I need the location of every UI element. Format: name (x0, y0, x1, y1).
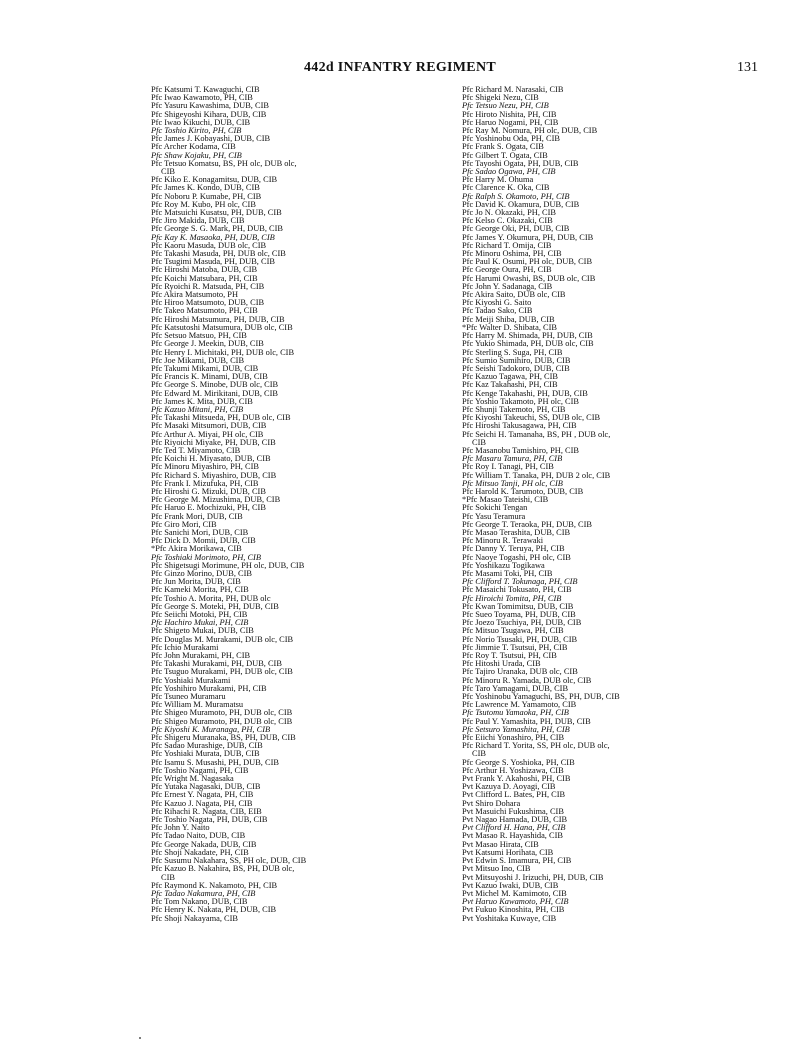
roster-entry-text: Pfc Eiichi Yonashiro, PH, CIB (462, 733, 565, 743)
roster-entry-text: Pfc Seishi Tadokoro, DUB, CIB (462, 363, 570, 373)
roster-entry-text: Pfc Mitsuo Tanji, PH olc, CIB (462, 478, 563, 488)
roster-entry-text: Pfc Masami Toki, PH, CIB (462, 568, 553, 578)
roster-entry-text: Pvt Edwin S. Imamura, PH, CIB (462, 856, 572, 866)
roster-entry-text: Pfc Kelso C. Okazaki, CIB (462, 216, 553, 226)
roster-entry-text: Pfc Rihachi R. Nagata, CIB, EIB (151, 806, 262, 816)
roster-entry-text: Pfc Toshiaki Morimoto, PH, CIB (151, 552, 261, 562)
roster-entry-text: Pfc David K. Okamura, DUB, CIB (462, 199, 580, 209)
roster-entry (151, 865, 461, 873)
roster-entry-text: Pfc Sadao Ogawa, PH, CIB (462, 167, 556, 177)
roster-entry-text: Pfc George T. Teraoka, PH, DUB, CIB (462, 519, 592, 529)
roster-entry-text: Pfc Koichi Matsubara, PH, CIB (151, 273, 258, 283)
roster-entry-text: Pfc Sokichi Tengan (462, 503, 528, 513)
roster-entry-text: Pfc Akira Saito, DUB olc, CIB (462, 290, 566, 300)
roster-entry-text: Pfc Koichi H. Miyasato, DUB, CIB (151, 454, 271, 464)
roster-entry-text: Pfc Harumi Owashi, BS, DUB olc, CIB (462, 273, 596, 283)
roster-entry-text: Pfc Yukio Shimada, PH, DUB olc, CIB (462, 339, 594, 349)
roster-entry-text: Pfc Yoshihiro Murakami, PH, CIB (151, 683, 267, 693)
roster-entry-text: Pfc Riyoichi Miyake, PH, DUB, CIB (151, 437, 276, 447)
roster-entry-text: Pvt Shiro Dohara (462, 798, 521, 808)
roster-entry-text: CIB (161, 872, 175, 882)
roster-entry (151, 160, 461, 168)
roster-entry-text: Pfc Minoru Miyashiro, PH, CIB (151, 462, 259, 472)
roster-entry-text: Pfc John Y. Sadanaga, CIB (462, 281, 553, 291)
roster-entry-text: Pfc Masaru Tamura, PH, CIB (462, 454, 563, 464)
roster-entry-text: Pfc Takeo Matsumoto, PH, CIB (151, 306, 258, 316)
roster-entry-text: Pfc Tom Nakano, DUB, CIB (151, 897, 248, 907)
roster-entry-text: Pfc George J. Meekin, DUB, CIB (151, 339, 264, 349)
roster-entry-text: Pfc Danny Y. Teruya, PH, CIB (462, 544, 565, 554)
roster-entry-text: Pfc Arthur H. Yoshizawa, CIB (462, 765, 564, 775)
roster-entry-text: Pfc Hachiro Mukai, PH, CIB (151, 618, 249, 628)
roster-entry-text: Pvt Michel M. Kamimoto, CIB (462, 888, 567, 898)
roster-entry-text: Pvt Masao R. Hayashida, CIB (462, 831, 563, 841)
roster-entry-text: Pfc Hitoshi Urada, CIB (462, 659, 541, 669)
roster-entry-text: Pfc Shaw Kojaku, PH, CIB (151, 150, 242, 160)
roster-entry-text: Pvt Kazuo Iwaki, DUB, CIB (462, 880, 559, 890)
roster-entry-text: Pfc Shigeyoshi Kihara, DUB, CIB (151, 109, 267, 119)
roster-entry-text: Pfc Ernest Y. Nagata, PH, CIB (151, 790, 254, 800)
roster-entry-text: Pfc Taro Yamagami, DUB, CIB (462, 683, 569, 693)
roster-entry-text: Pfc Joezo Tsuchiya, PH, DUB, CIB (462, 618, 582, 628)
roster-entry-text: Pfc Raymond K. Nakamoto, PH, CIB (151, 880, 278, 890)
roster-entry-text: *Pfc Akira Morikawa, CIB (151, 544, 242, 554)
roster-entry-text: *Pfc Walter D. Shibata, CIB (462, 322, 558, 332)
roster-entry-text: Pfc Richard T. Omija, CIB (462, 240, 552, 250)
roster-entry-text: Pfc William T. Tanaka, PH, DUB 2 olc, CIB (462, 470, 611, 480)
roster-entry-text: Pfc Mitsuo Tsugawa, PH, CIB (462, 626, 564, 636)
roster-entry-text: Pfc Francis K. Minami, DUB, CIB (151, 372, 268, 382)
roster-entry-text: Pvt Mitsuyoshi J. Irizuchi, PH, DUB, CIB (462, 872, 604, 882)
roster-entry-text: Pfc Toshio Kirito, PH, CIB (151, 126, 242, 136)
roster-entry-text: Pfc Tetsuo Komatsu, BS, PH olc, DUB olc, (151, 158, 297, 168)
roster-entry-text: Pfc Sanichi Mori, DUB, CIB (151, 527, 249, 537)
roster-entry-text: Pfc John Murakami, PH, CIB (151, 651, 251, 661)
roster-entry-text: Pfc Gilbert T. Ogata, CIB (462, 150, 548, 160)
roster-entry-text: Pfc Sterling S. Suga, PH, CIB (462, 347, 563, 357)
roster-entry-text: Pfc Jo N. Okazaki, PH, CIB (462, 208, 556, 218)
roster-entry-text: Pfc Richard M. Narasaki, CIB (462, 85, 564, 94)
roster-entry-text: Pfc Jiro Makida, DUB, CIB (151, 216, 245, 226)
roster-entry-text: Pfc Shigeru Muranaka, BS, PH, DUB, CIB (151, 733, 296, 743)
roster-entry-text: Pfc Tadao Naito, DUB, CIB (151, 831, 246, 841)
roster-entry-text: Pvt Yoshitaka Kuwaye, CIB (462, 913, 557, 923)
roster-entry-text: Pfc Kaz Takahashi, PH, CIB (462, 380, 558, 390)
roster-entry-text: Pfc Shigeki Nezu, CIB (462, 93, 539, 103)
roster-entry-text: Pfc Tsugimi Masuda, PH, DUB, CIB (151, 257, 275, 267)
roster-entry-text: Pfc Minoru R. Yamada, DUB olc, CIB (462, 675, 592, 685)
roster-entry-text: Pfc George Nakada, DUB, CIB (151, 839, 257, 849)
roster-entry-text: Pfc Shunji Takemoto, PH, CIB (462, 404, 566, 414)
roster-entry-text: Pfc Giro Mori, CIB (151, 519, 217, 529)
roster-entry-text: Pvt Masuichi Fukushima, CIB (462, 806, 564, 816)
roster-entry-text: Pfc Harry M. Ohuma (462, 175, 534, 185)
roster-entry-text: Pfc Shoji Nakayama, CIB (151, 913, 238, 923)
roster-entry-text: Pfc Clifford T. Tokunaga, PH, CIB (462, 577, 578, 587)
roster-entry-text: Pfc Kazuo J. Nagata, PH, CIB (151, 798, 253, 808)
roster-entry-text: Pfc Kaoru Masuda, DUB olc, CIB (151, 240, 267, 250)
page-number: 131 (737, 60, 758, 75)
roster-entry-text: Pfc Katsutoshi Matsumura, DUB olc, CIB (151, 322, 293, 332)
roster-entry-text: Pfc Yasu Teramura (462, 511, 526, 521)
roster-entry-text: Pfc Richard T. Yorita, SS, PH olc, DUB olc, (462, 741, 610, 751)
roster-entry-text: Pfc Ray M. Nomura, PH olc, DUB, CIB (462, 126, 598, 136)
roster-entry-text: Pfc Shigeto Mukai, DUB, CIB (151, 626, 254, 636)
roster-entry (462, 431, 772, 439)
roster-entry-text: Pfc Harry M. Shimada, PH, DUB, CIB (462, 331, 593, 341)
print-speck (139, 1037, 141, 1039)
roster-entry-text: Pfc Yoshio Takamoto, PH olc, CIB (462, 396, 579, 406)
roster-entry-text: Pfc Iwao Kawamoto, PH, CIB (151, 93, 253, 103)
roster-entry-text: Pfc Iwao Kikuchi, DUB, CIB (151, 117, 251, 127)
roster-entry-text: Pfc Naoye Togashi, PH olc, CIB (462, 552, 571, 562)
roster-entry-text: Pfc Shoji Nakadate, PH, CIB (151, 847, 249, 857)
roster-entry-text: Pfc Paul Y. Yamashita, PH, DUB, CIB (462, 716, 591, 726)
roster-entry-text: *Pfc Masao Tateishi, CIB (462, 495, 549, 505)
roster-entry (151, 915, 461, 923)
roster-entry-text: Pfc Hiroshi G. Mizuki, DUB, CIB (151, 486, 266, 496)
roster-entry-text: Pfc Masaichi Tokusato, PH, CIB (462, 585, 572, 595)
roster-entry-text: Pvt Clifford L. Bates, PH, CIB (462, 790, 566, 800)
roster-entry-text: Pfc Shigeo Muramoto, PH, DUB olc, CIB (151, 708, 293, 718)
roster-entry-text: Pfc Kwan Tomimitsu, DUB, CIB (462, 601, 574, 611)
roster-entry-text: Pfc Tayoshi Ogata, PH, DUB, CIB (462, 158, 579, 168)
roster-entry-text: Pfc George M. Mizushima, DUB, CIB (151, 495, 281, 505)
roster-entry-text: Pfc Frank Mori, DUB, CIB (151, 511, 243, 521)
roster-entry-text: Pfc Hiroshi Matoba, DUB, CIB (151, 265, 258, 275)
roster-entry-text: Pfc Tetsuo Nezu, PH, CIB (462, 101, 549, 111)
roster-entry-text: CIB (472, 437, 486, 447)
roster-entry-text: Pfc Setsuo Matsuo, PH, CIB (151, 331, 247, 341)
roster-entry-text: Pfc Kiyoshi G. Saito (462, 298, 532, 308)
roster-entry-text: Pvt Fukuo Kinoshita, PH, CIB (462, 905, 565, 915)
roster-entry-text: Pfc Toshio Nagata, PH, DUB, CIB (151, 815, 268, 825)
roster-entry-text: Pfc Ryoichi R. Matsuda, PH, CIB (151, 281, 265, 291)
roster-entry-text: Pfc Roy T. Tsutsui, PH, CIB (462, 651, 557, 661)
roster-entry-text: Pfc Tadao Sako, CIB (462, 306, 533, 316)
roster-entry (462, 915, 772, 923)
roster-entry-text: Pfc George S. G. Mark, PH, DUB, CIB (151, 224, 283, 234)
roster-entry-text: Pfc Edward M. Mirikitani, DUB, CIB (151, 388, 279, 398)
roster-entry-text: Pfc Richard S. Miyashiro, DUB, CIB (151, 470, 277, 480)
roster-entry-text: Pfc Archer Kodama, CIB (151, 142, 236, 152)
roster-entry-text: Pfc Ralph S. Okamoto, PH, CIB (462, 191, 570, 201)
roster-entry-text: Pfc Katsumi T. Kawaguchi, CIB (151, 85, 260, 94)
roster-entry-text: Pfc James K. Kondo, DUB, CIB (151, 183, 260, 193)
roster-column-right (462, 86, 772, 923)
roster-entry-text: Pfc Yasuru Kawashima, DUB, CIB (151, 101, 269, 111)
roster-entry-text: Pfc Norio Tsusaki, PH, DUB, CIB (462, 634, 578, 644)
roster-entry-text: Pfc Isamu S. Musashi, PH, DUB, CIB (151, 757, 279, 767)
roster-entry-text: Pfc Tsuneo Muramaru (151, 692, 226, 702)
roster-entry-text: Pfc Henry I. Michitaki, PH, DUB olc, CIB (151, 347, 295, 357)
roster-entry-text: Pfc George Oki, PH, DUB, CIB (462, 224, 570, 234)
roster-entry-text: Pfc Kazuo Tagawa, PH, CIB (462, 372, 559, 382)
roster-entry-text: Pvt Katsumi Horihata, CIB (462, 847, 554, 857)
roster-entry-text: Pfc Arthur A. Miyai, PH olc, CIB (151, 429, 264, 439)
roster-entry-text: Pfc Sadao Murashige, DUB, CIB (151, 741, 263, 751)
roster-entry-text: Pfc Wright M. Nagasaka (151, 774, 234, 784)
roster-entry-text: Pfc James K. Mita, DUB, CIB (151, 396, 253, 406)
roster-entry-text: Pfc Seichi H. Tamanaha, BS, PH , DUB olc, (462, 429, 611, 439)
roster-entry-text: Pfc Yoshinobu Yamaguchi, BS, PH, DUB, CIB (462, 692, 620, 702)
roster-entry-text: Pfc Ginzo Morino, DUB, CIB (151, 568, 252, 578)
roster-entry-text: Pvt Haruo Kawamoto, PH, CIB (462, 897, 569, 907)
roster-entry-text: Pvt Kazuya D. Aoyagi, CIB (462, 782, 556, 792)
roster-entry-text: Pfc Tsuguo Murakami, PH, DUB olc, CIB (151, 667, 293, 677)
roster-entry-text: Pfc Masao Terashita, DUB, CIB (462, 527, 571, 537)
roster-entry-text: Pvt Masao Hirata, CIB (462, 839, 539, 849)
roster-entry-text: Pfc Takashi Mitsueda, PH, DUB olc, CIB (151, 413, 291, 423)
roster-entry-text: Pfc George S. Moteki, PH, DUB, CIB (151, 601, 279, 611)
roster-entry-text: Pfc Frank I. Mizufuka, PH, CIB (151, 478, 259, 488)
roster-entry-text: Pfc Frank S. Ogata, CIB (462, 142, 544, 152)
roster-entry-text: Pfc Dick D. Momii, DUB, CIB (151, 536, 256, 546)
roster-entry-text: Pfc Kazuo Mitani, PH, CIB (151, 404, 244, 414)
roster-entry-text: Pfc Noboru P. Kumabe, PH, CIB (151, 191, 262, 201)
roster-entry-text: Pfc George S. Minobe, DUB olc, CIB (151, 380, 279, 390)
roster-entry-text: Pfc Sueo Toyama, PH, DUB, CIB (462, 610, 576, 619)
roster-entry-text: Pfc Sumio Sumihiro, DUB, CIB (462, 355, 571, 365)
roster-entry-text: Pfc Tadao Nakamura, PH, CIB (151, 888, 256, 898)
roster-entry-text: Pfc Minoru R. Terawaki (462, 536, 544, 546)
roster-entry-text: Pfc Hiroichi Tomita, PH, CIB (462, 593, 562, 603)
roster-entry-text: Pfc Henry K. Nakata, PH, DUB, CIB (151, 905, 277, 915)
roster-entry-text: Pfc Toshio Nagami, PH, CIB (151, 765, 249, 775)
roster-entry-text: Pfc Roy I. Tanagi, PH, CIB (462, 462, 554, 472)
roster-entry-text: Pvt Clifford H. Hana, PH, CIB (462, 823, 566, 833)
roster-entry-text: Pfc Ted T. Miyamoto, CIB (151, 445, 241, 455)
page-title: 442d INFANTRY REGIMENT (303, 60, 496, 75)
roster-entry-text: Pfc Shigeo Muramoto, PH, DUB olc, CIB (151, 716, 293, 726)
roster-entry-text: Pfc Kenge Takahashi, PH, DUB, CIB (462, 388, 588, 398)
roster-entry-text: Pfc Kiko E. Konagamitsu, DUB, CIB (151, 175, 278, 185)
roster-entry-text: Pfc Haruo Nogami, PH, CIB (462, 117, 559, 127)
roster-entry-text: Pfc Yutaka Nagasaki, DUB, CIB (151, 782, 261, 792)
roster-entry-text: Pfc Hiroto Nishita, PH, CIB (462, 109, 557, 119)
roster-entry-text: Pfc Jimmie T. Tsutsui, PH, CIB (462, 642, 568, 652)
roster-entry-text: Pfc Yoshikazu Togikawa (462, 560, 545, 570)
roster-entry-text: Pfc Kay K. Masaoka, PH, DUB, CIB (151, 232, 275, 242)
roster-entry-text: Pfc Tajiro Uranaka, DUB olc, CIB (462, 667, 578, 677)
roster-entry-text: Pfc John Y. Naito (151, 823, 210, 833)
roster-entry-text: Pfc Shigetsugi Morimune, PH olc, DUB, CIB (151, 560, 305, 570)
roster-entry-text: Pfc Takashi Murakami, PH, DUB, CIB (151, 659, 282, 669)
roster-entry-text: Pfc James Y. Okumura, PH, DUB, CIB (462, 232, 594, 242)
roster-entry-text: Pfc Setsuro Yamashita, PH, CIB (462, 724, 570, 734)
roster-column-left (151, 86, 461, 923)
roster-entry-text: Pfc Tsutomu Yamaoka, PH, CIB (462, 708, 569, 718)
roster-entry-text: CIB (161, 167, 175, 177)
roster-entry-text: Pfc Kazuo B. Nakahira, BS, PH, DUB olc, (151, 864, 295, 874)
roster-entry-text: Pfc Takumi Mikami, DUB, CIB (151, 363, 259, 373)
roster-entry-text: Pfc Hiroshi Matsumura, PH, DUB, CIB (151, 314, 285, 324)
roster-entry-text: Pfc Meiji Shiba, DUB, CIB (462, 314, 555, 324)
roster-entry-text: Pfc Hiroshi Takusagawa, PH, CIB (462, 421, 577, 431)
roster-entry-text: Pvt Frank Y. Akahoshi, PH, CIB (462, 774, 571, 784)
roster-entry-text: Pvt Nagao Hamada, DUB, CIB (462, 815, 568, 825)
roster-entry-text: Pfc Yoshinobu Oda, PH, CIB (462, 134, 560, 144)
roster-entry-text: Pfc Susumu Nakahara, SS, PH olc, DUB, CIB (151, 856, 307, 866)
roster-entry-text: Pfc Yoshiaki Murakami (151, 675, 231, 685)
roster-entry (462, 742, 772, 750)
roster-entry-text: Pfc Takashi Masuda, PH, DUB olc, CIB (151, 249, 286, 259)
roster-entry-text: Pfc Jun Morita, DUB, CIB (151, 577, 241, 587)
roster-entry-text: Pfc Ichio Murakami (151, 642, 219, 652)
roster-entry-text: Pfc Harold K. Tarumoto, DUB, CIB (462, 486, 584, 496)
roster-entry-text: Pfc George S. Yoshioka, PH, CIB (462, 757, 575, 767)
roster-entry-text: Pfc Minoru Oshima, PH, CIB (462, 249, 562, 259)
roster-entry-text: Pfc Toshio A. Morita, PH, DUB olc (151, 593, 271, 603)
roster-entry-text: Pfc Seiichi Motoki, PH, CIB (151, 610, 248, 619)
roster-entry-text: Pfc Akira Matsumoto, PH (151, 290, 239, 300)
roster-entry-text: Pfc Kameki Morita, PH, CIB (151, 585, 249, 595)
roster-entry-text: Pfc Masanobu Tamishiro, PH, CIB (462, 445, 579, 455)
roster-entry-text: CIB (472, 749, 486, 759)
roster-entry-text: Pvt Mitsuo Ino, CIB (462, 864, 531, 874)
roster-entry-text: Pfc Douglas M. Murakami, DUB olc, CIB (151, 634, 294, 644)
roster-entry-text: Pfc Masaki Mitsumori, DUB, CIB (151, 421, 267, 431)
roster-entry-text: Pfc Yoshiaki Murata, DUB, CIB (151, 749, 260, 759)
roster-entry-text: Pfc Kiyoshi K. Muranaga, PH, CIB (151, 724, 271, 734)
roster-entry-text: Pfc James J. Kobayashi, DUB, CIB (151, 134, 271, 144)
roster-entry-text: Pfc Matsuichi Kusatsu, PH, DUB, CIB (151, 208, 282, 218)
roster-entry-text: Pfc Hiroo Matsumoto, DUB, CIB (151, 298, 265, 308)
roster-entry-text: Pfc Clarence K. Oka, CIB (462, 183, 550, 193)
roster-entry-text: Pfc George Oura, PH, CIB (462, 265, 552, 275)
roster-entry-text: Pfc Paul K. Osumi, PH olc, DUB, CIB (462, 257, 593, 267)
roster-entry-text: Pfc Lawrence M. Yamamoto, CIB (462, 700, 577, 710)
roster-entry-text: Pfc William M. Muramatsu (151, 700, 244, 710)
roster-entry-text: Pfc Roy M. Kubo, PH olc, CIB (151, 199, 256, 209)
roster-entry-text: Pfc Joe Mikami, DUB, CIB (151, 355, 245, 365)
roster-entry-text: Pfc Haruo E. Mochizuki, PH, CIB (151, 503, 266, 513)
roster-entry-text: Pfc Kiyoshi Takeuchi, SS, DUB olc, CIB (462, 413, 601, 423)
